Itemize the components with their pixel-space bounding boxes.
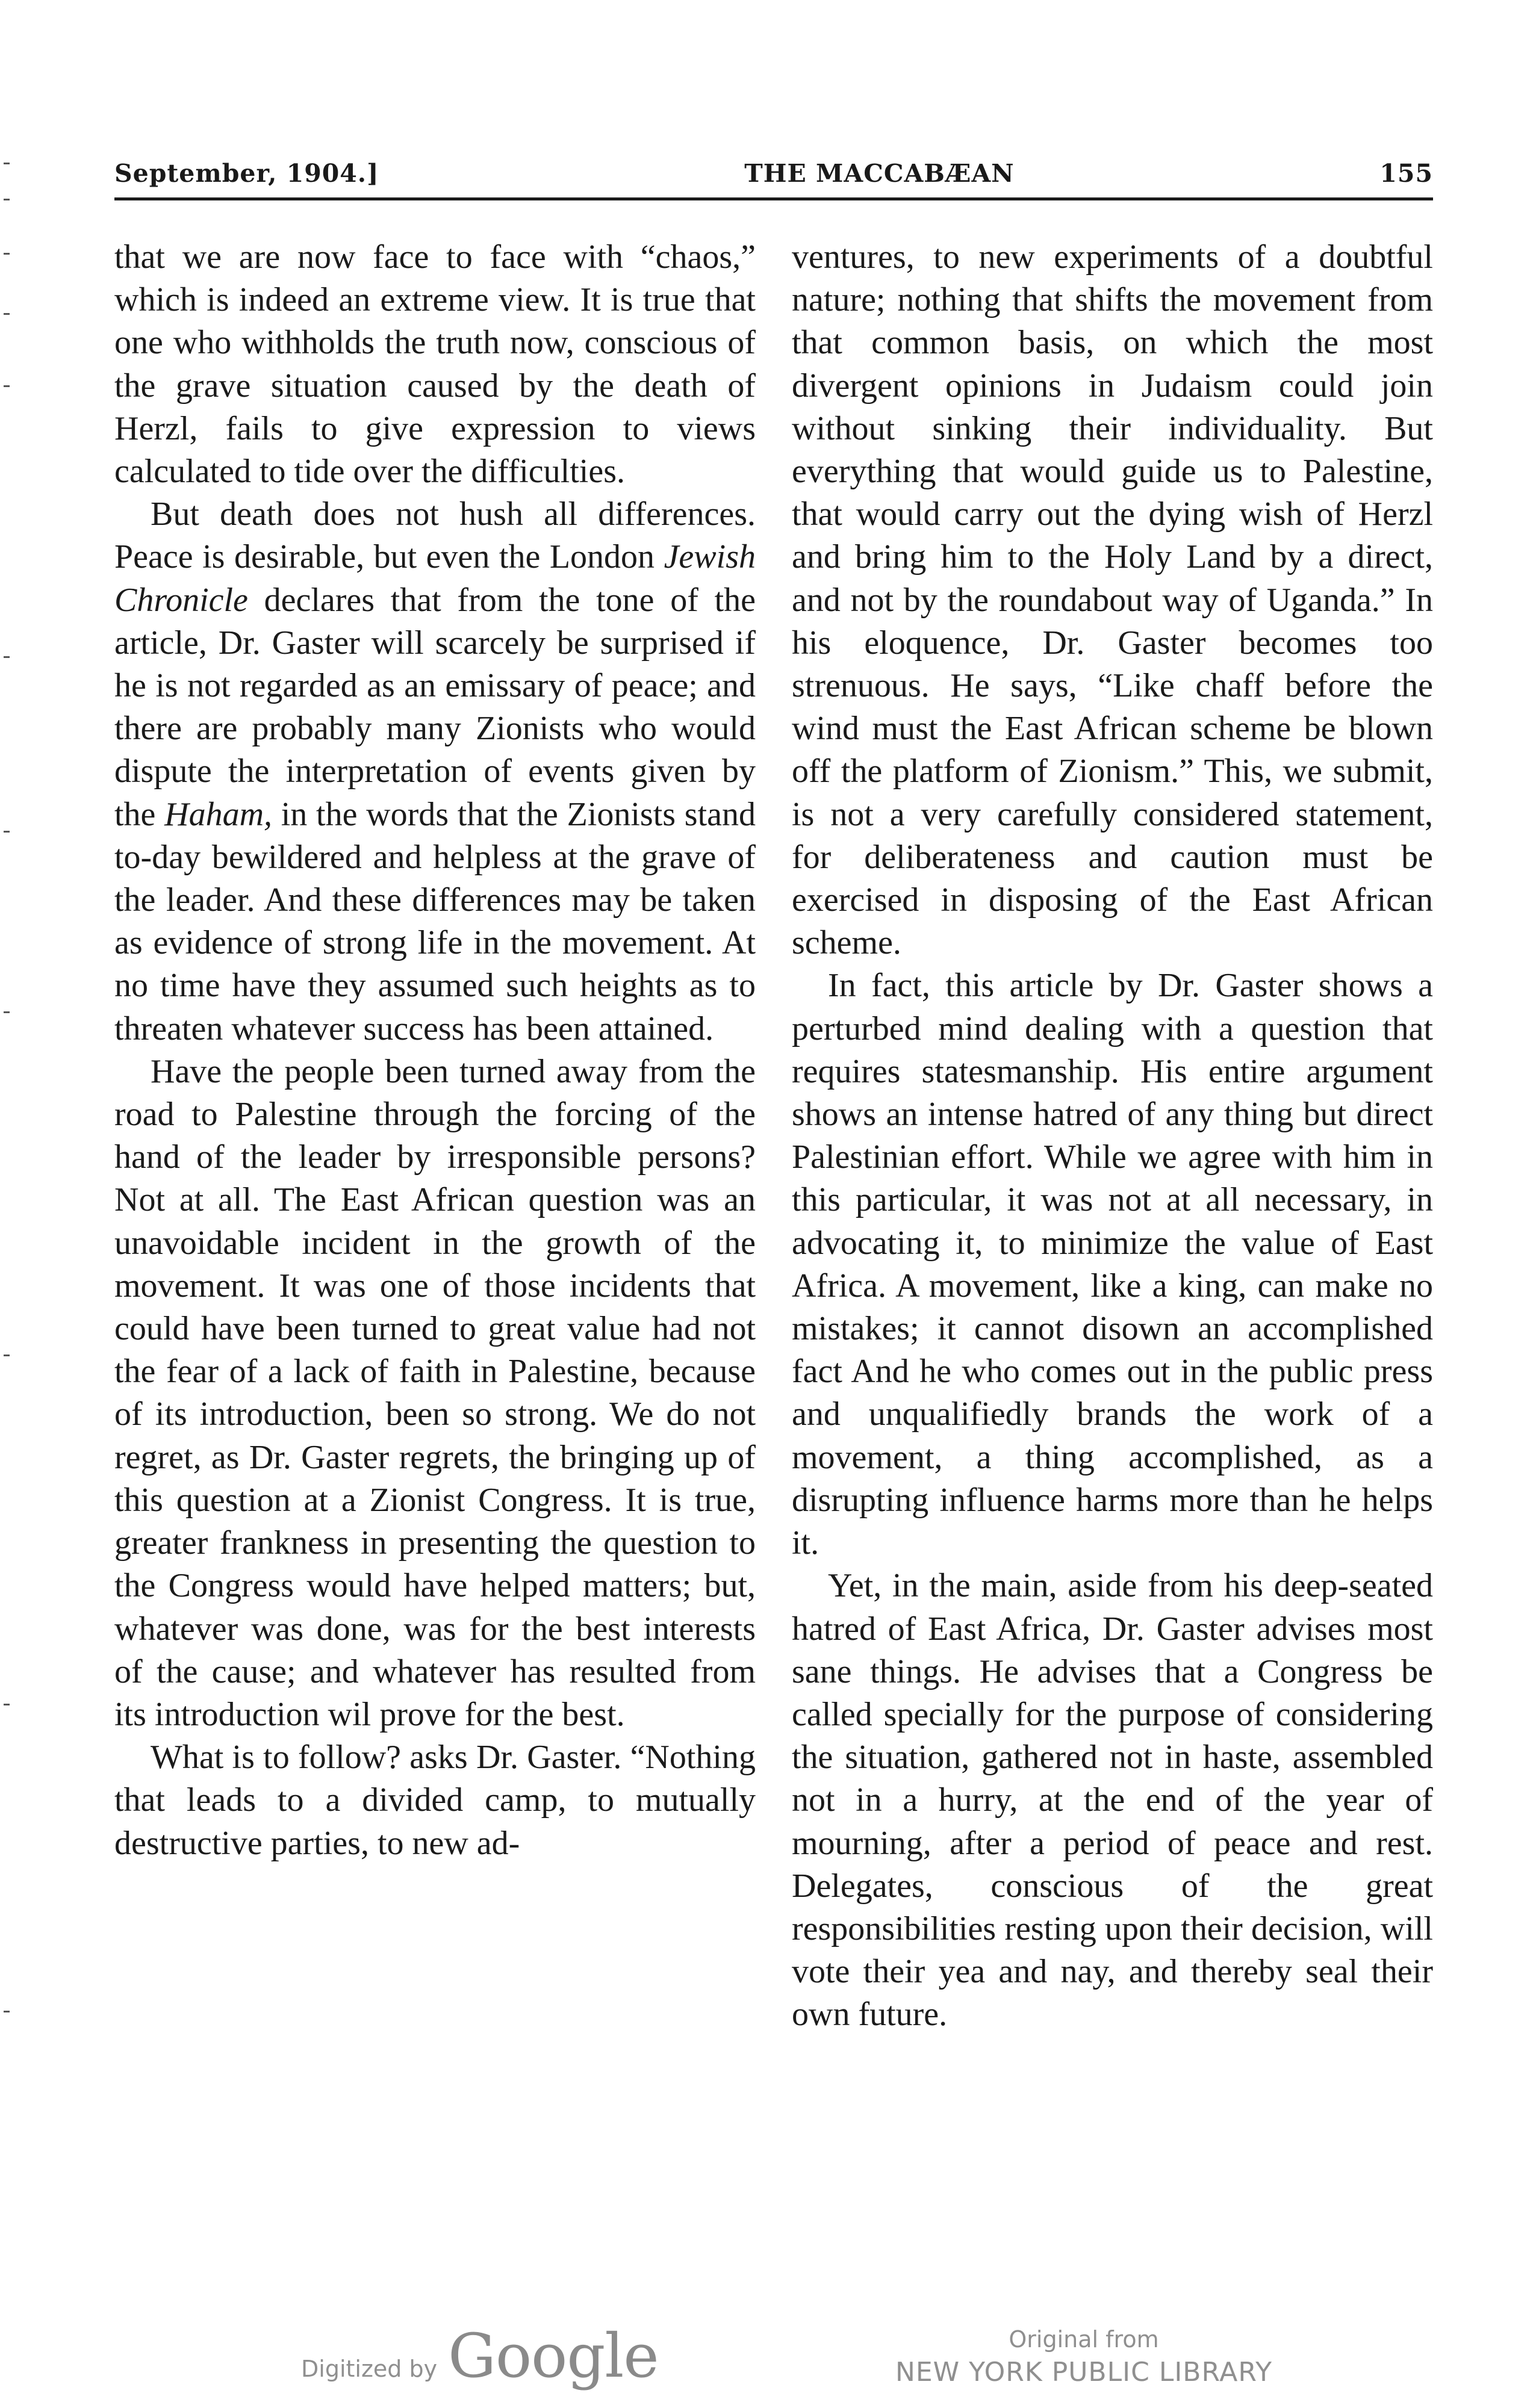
header-rule [114,197,1433,200]
paragraph: that we are now face to face with “chaos,” which is indeed an extreme view. It is true that one who withholds the truth now, conscious of the grave situation caused by the death of Herzl, fails to give expression to views calculated to tide over the difficulties. [114,238,756,491]
digitization-credit [301,2321,659,2391]
google-logo: Google [448,2321,659,2391]
left-column [114,236,756,1865]
italic-term: Haham, [164,795,273,833]
right-column [792,236,1433,2037]
scan-margin-marks [0,0,18,2408]
page-number: 155 [1379,159,1433,188]
digitized-by-label: Digitized by [301,2356,438,2382]
library-name: NEW YORK PUBLIC LIBRARY [895,2357,1273,2388]
source-credit [891,2324,1276,2390]
issue-date: September, 1904.] [114,159,379,188]
italic-publication-title: Jewish Chronicle [114,538,756,619]
paragraph: What is to follow? asks Dr. Gaster. “Nothing that leads to a divided camp, to mutually destructive parties, to new ad- [114,1739,756,1862]
paragraph-with-italics: But death does not hush all differences. Peace is desirable, but even the London Jewish Chronicle declares that from the tone of the article, Dr. Gaster will scarcely be surprised if he is not regarded as an emissary of peace; and there are probably many Zionists who would dispute the interpretation of events given by the Haham, in the words that the Zionists stand to-day bewildered and helpless at the grave of the leader. And these differences may be taken as evidence of strong life in the movement. At no time have they assumed such heights as to threaten whatever success has been attained. [114,495,756,1047]
journal-title: THE MACCABÆAN [744,159,1015,188]
paragraph: Yet, in the main, aside from his deep-seated hatred of East Africa, Dr. Gaster advises most sane things. He advises that a Congress be called specially for the purpose of considering the situation, gathered not in haste, assembled not in a hurry, at the end of the year of mourning, after a period of peace and rest. Delegates, conscious of the great responsibilities resting upon their decision, will vote their yea and nay, and thereby seal their own future. [792,1567,1433,2034]
paragraph: Have the people been turned away from the road to Palestine through the forcing of the hand of the leader by irresponsible persons? Not at all. The East African question was an unavoidable incident in the growth of the movement. It was one of those incidents that could have been turned to great value had not the fear of a lack of faith in Palestine, because of its introduction, been so strong. We do not regret, as Dr. Gaster regrets, the bringing up of this question at a Zionist Congress. It is true, greater frankness in presenting the question to the Congress would have helped matters; but, whatever was done, was for the best interests of the cause; and whatever has resulted from its introduction wil prove for the best. [114,1052,756,1733]
paragraph: ventures, to new experiments of a doubtful nature; nothing that shifts the movement from that common basis, on which the most divergent opinions in Judaism could join without sinking their individuality. But everything that would guide us to Palestine, that would carry out the dying wish of Herzl and bring him to the Holy Land by a direct, and not by the roundabout way of Uganda.” In his eloquence, Dr. Gaster becomes too strenuous. He says, “Like chaff before the wind must the East African scheme be blown off the platform of Zionism.” This, we submit, is not a very carefully considered statement, for deliberateness and caution must be exercised in disposing of the East African scheme. [792,238,1433,962]
paragraph: In fact, this article by Dr. Gaster shows a perturbed mind dealing with a question that requires statesmanship. His entire argument shows an intense hatred of any thing but direct Palestinian effort. While we agree with him in this particular, it was not at all necessary, in advocating it, to minimize the value of East Africa. A movement, like a king, can make no mistakes; it cannot disown an accomplished fact And he who comes out in the public press and unqualifiedly brands the work of a movement, a thing accomplished, as a disrupting influence harms more than he helps it. [792,967,1433,1562]
original-from-label: Original from [1009,2326,1159,2353]
running-head [114,149,1433,197]
